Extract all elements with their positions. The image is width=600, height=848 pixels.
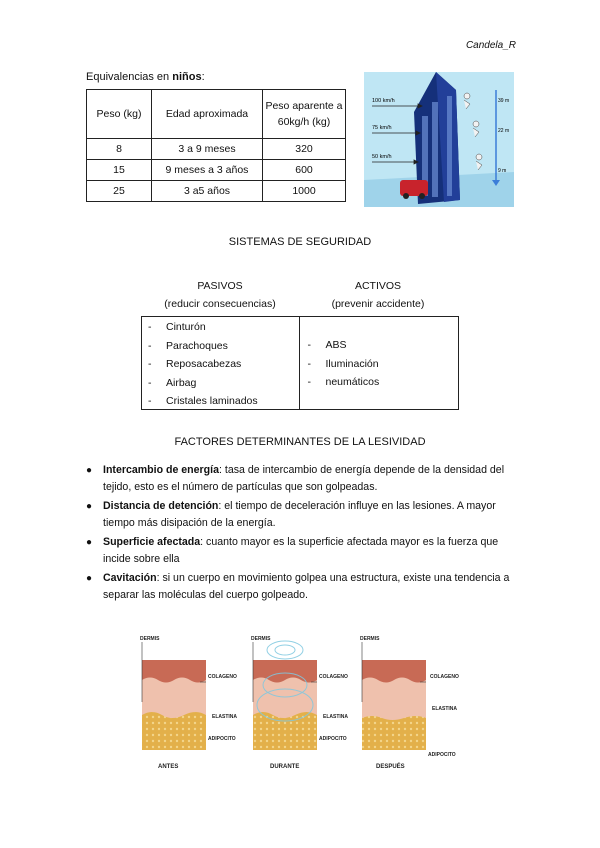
dermis-label: DERMIS [140, 636, 160, 642]
table-header-row [87, 90, 346, 139]
activos-subtitle: (prevenir accidente) [331, 298, 425, 310]
building-fall-illustration [364, 72, 514, 207]
table-cell: 3 a 9 meses [152, 139, 263, 160]
bullet-icon: ● [86, 573, 93, 584]
skin-panel-antes [142, 660, 206, 750]
pasivos-list [142, 317, 300, 409]
list-item: - neumáticos [307, 376, 380, 388]
adipocito-label: ADIPOCITO [428, 752, 456, 758]
height-label: 39 m [498, 98, 510, 104]
skin-panel-durante [253, 641, 317, 750]
dermis-label: DERMIS [251, 636, 271, 642]
table-cell: 25 [87, 181, 152, 202]
height-label: 22 m [498, 128, 510, 134]
table-cell: 9 meses a 3 años [152, 160, 263, 181]
table-row [87, 139, 346, 160]
table-cell: 3 a5 años [152, 181, 263, 202]
table-cell: 600 [263, 160, 346, 181]
pasivos-subtitle: (reducir consecuencias) [164, 298, 276, 310]
list-item: - Airbag [148, 376, 197, 389]
speed-label: 75 km/h [372, 125, 392, 131]
list-item: ● Superficie afectada: cuanto mayor es la superficie afectada mayor es la fuerza que incide sobre ella [86, 534, 516, 568]
list-item: - Parachoques [148, 339, 228, 352]
list-item: - Cristales laminados [148, 395, 258, 407]
speed-label: 50 km/h [372, 154, 392, 160]
colageno-label: COLAGENO [430, 674, 459, 680]
list-item: - Iluminación [307, 357, 379, 370]
list-item: - Cinturón [148, 321, 206, 333]
panel-label: ANTES [158, 764, 179, 770]
activos-list [300, 317, 459, 409]
seguridad-table [141, 316, 459, 410]
table-row [87, 160, 346, 181]
activos-label: ACTIVOS [354, 280, 402, 292]
table-header-cell: Peso (kg) [87, 90, 152, 139]
table-cell: 8 [87, 139, 152, 160]
skin-panel-despues [362, 660, 426, 750]
speed-label: 100 km/h [372, 98, 395, 104]
adipocito-label: ADIPOCITO [319, 736, 347, 742]
table-cell: 320 [263, 139, 346, 160]
list-item: ● Cavitación: si un cuerpo en movimiento golpea una estructura, existe una tendencia a separar las moléculas del cuerpo golpeado. [86, 570, 516, 604]
pasivos-label: PASIVOS [197, 280, 243, 292]
table-header-cell: Peso aparente a 60kg/h (kg) [263, 90, 346, 139]
author-label: Candela_R [465, 40, 516, 51]
elastina-label: ELASTINA [323, 714, 348, 720]
factores-title: FACTORES DETERMINANTES DE LA LESIVIDAD [174, 436, 426, 448]
elastina-label: ELASTINA [212, 714, 237, 720]
bullet-icon: ● [86, 537, 93, 548]
bullet-icon: ● [86, 465, 93, 476]
skin-layers-illustration [120, 630, 480, 775]
bullet-icon: ● [86, 501, 93, 512]
adipocito-label: ADIPOCITO [208, 736, 236, 742]
seguridad-title: SISTEMAS DE SEGURIDAD [228, 236, 372, 248]
colageno-label: COLAGENO [208, 674, 237, 680]
table-cell: 15 [87, 160, 152, 181]
table-cell: 1000 [263, 181, 346, 202]
list-item: - ABS [307, 339, 347, 351]
list-item: ● Intercambio de energía: tasa de intercambio de energía depende de la densidad del tejido, esto es el número de partículas que son golpeadas. [86, 462, 516, 496]
height-label: 9 m [498, 168, 507, 174]
panel-label: DURANTE [270, 764, 300, 770]
equivalencias-title: Equivalencias en niños: [86, 71, 205, 83]
equivalencias-table [86, 89, 346, 202]
table-row [87, 181, 346, 202]
colageno-label: COLAGENO [319, 674, 348, 680]
list-item: - Reposacabezas [148, 358, 242, 370]
factores-list [86, 462, 516, 606]
dermis-label: DERMIS [360, 636, 380, 642]
panel-label: DESPUÉS [376, 764, 405, 770]
elastina-label: ELASTINA [432, 706, 457, 712]
list-item: ● Distancia de detención: el tiempo de deceleración influye en las lesiones. A mayor tiempo más disipación de la energía. [86, 498, 516, 532]
table-header-cell: Edad aproximada [152, 90, 263, 139]
